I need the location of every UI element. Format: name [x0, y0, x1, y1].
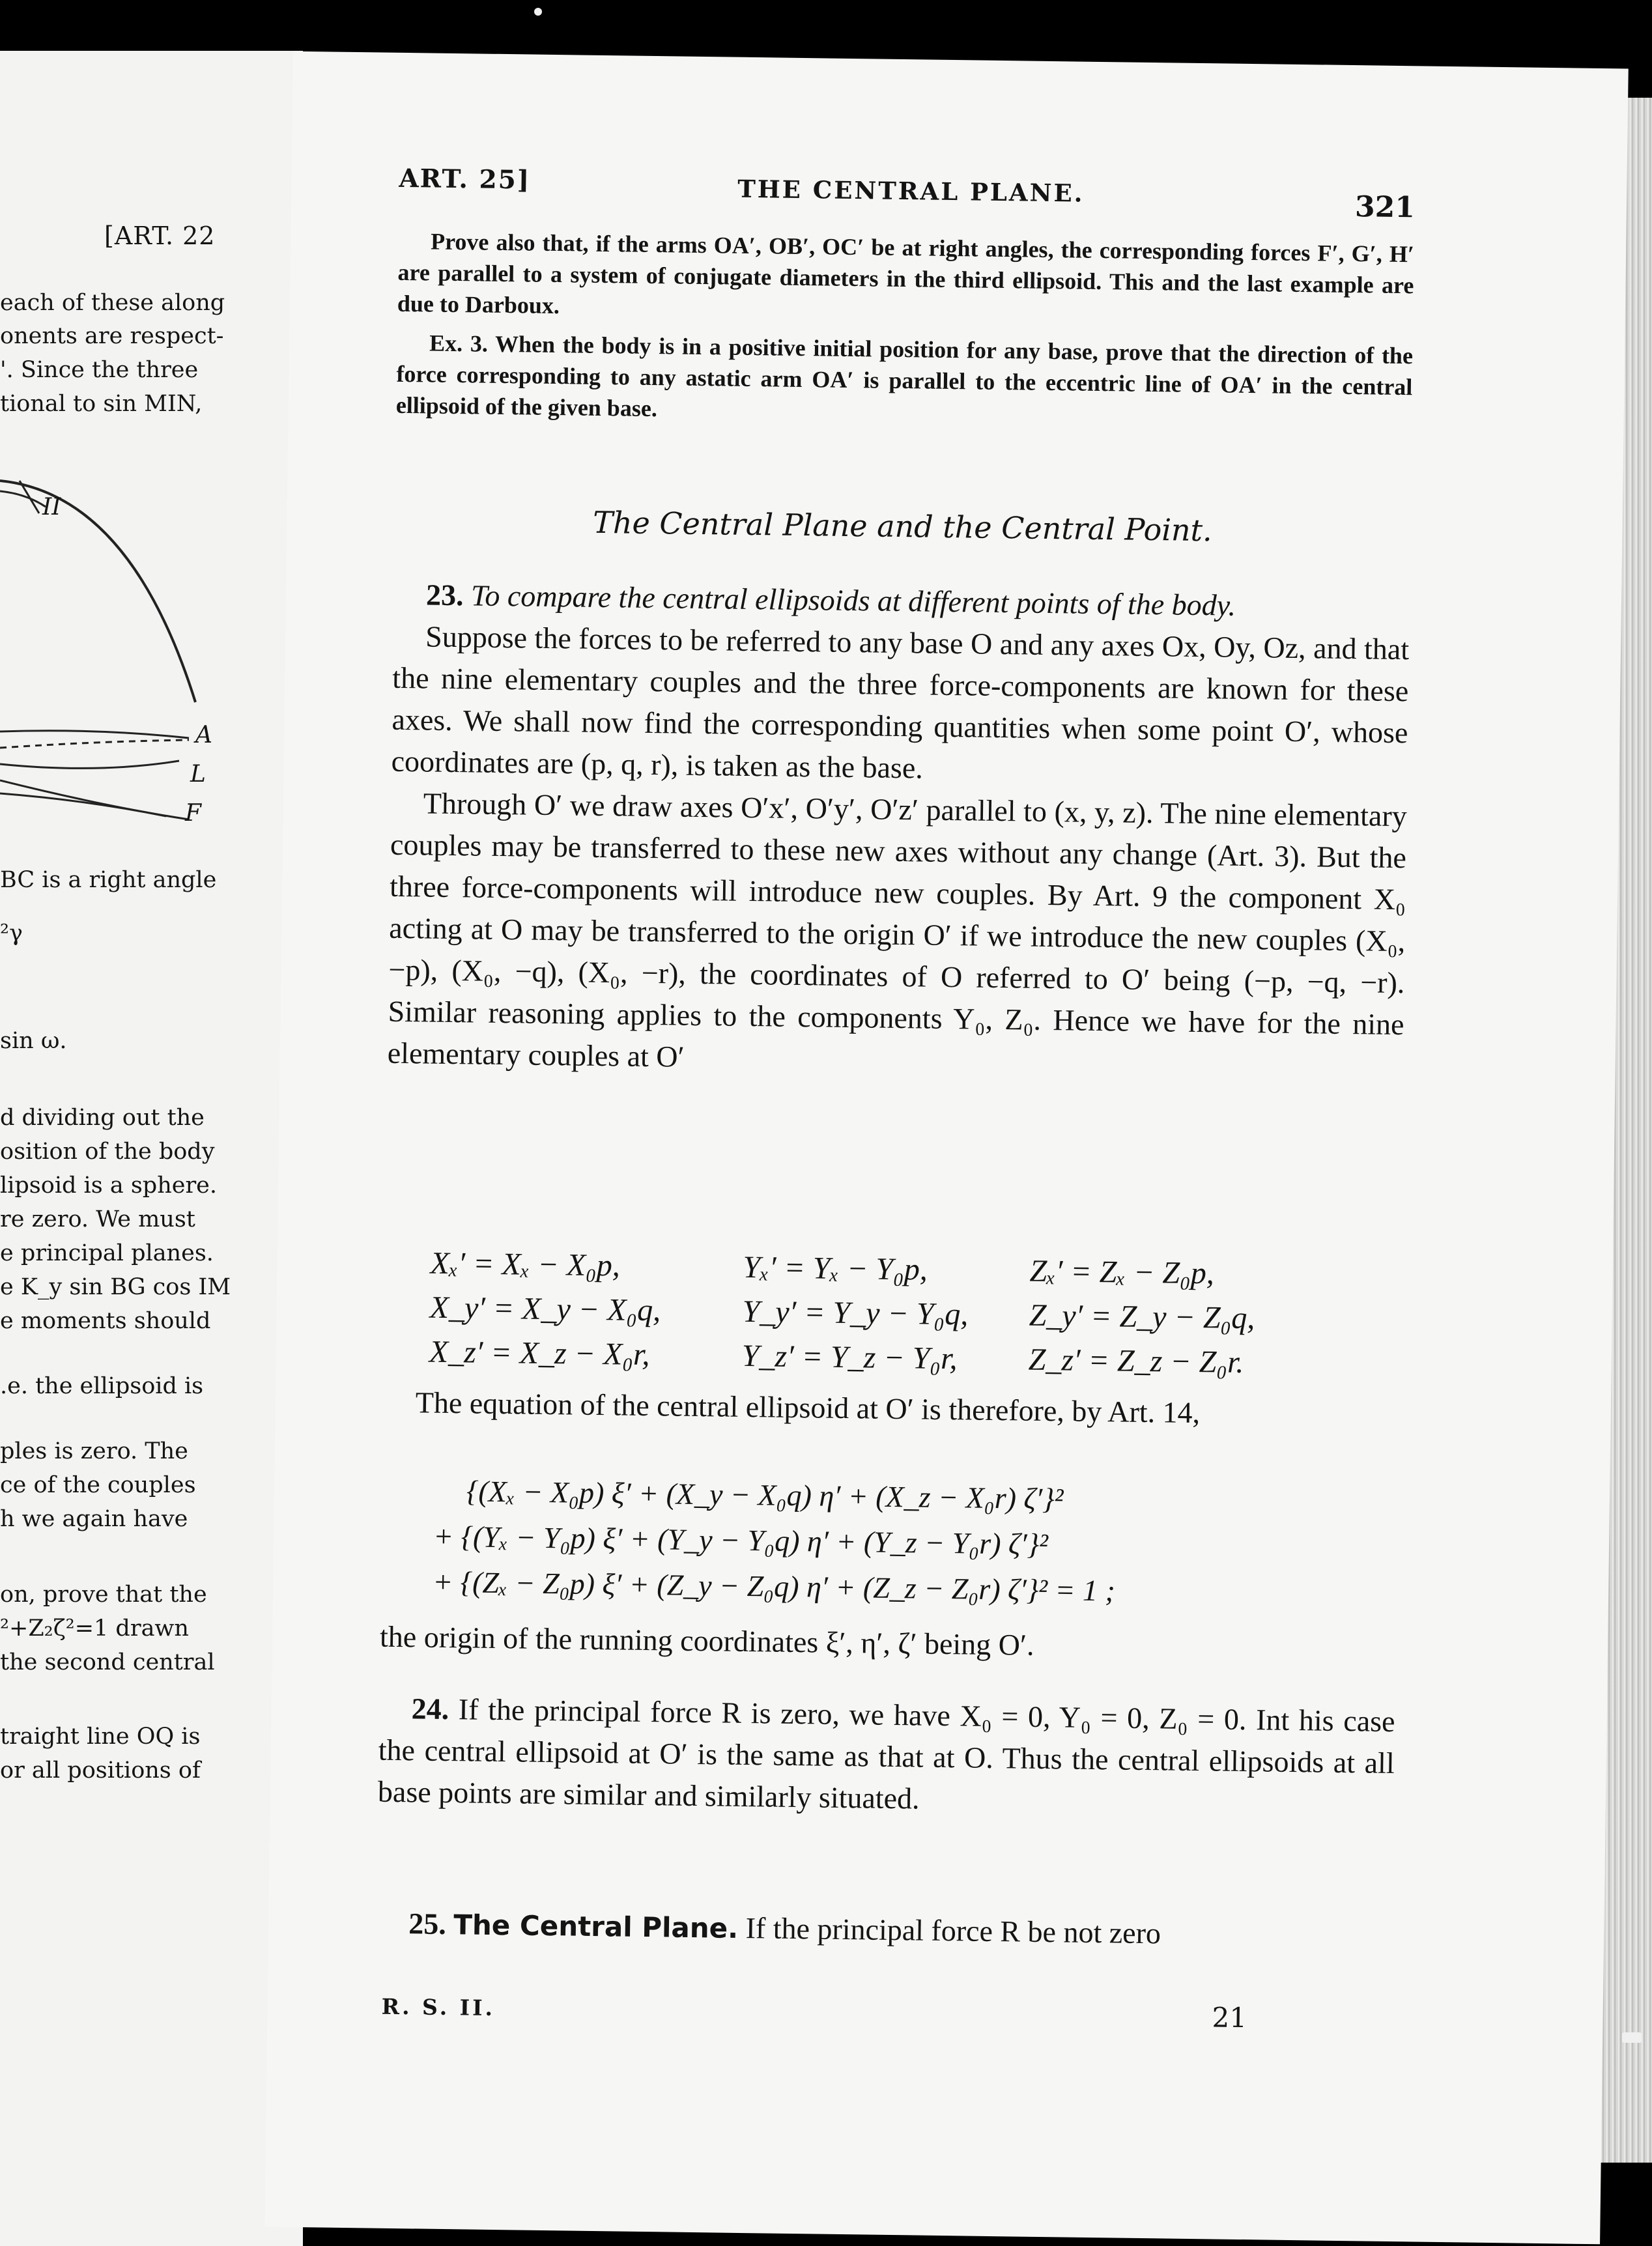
scan-speck: [534, 8, 542, 16]
left-text-line: e moments should: [0, 1308, 211, 1334]
left-text-line: ples is zero. The: [0, 1438, 188, 1464]
article-23-title: To compare the central ellipsoids at different points of the body.: [470, 578, 1236, 622]
signature-number: 21: [1212, 2001, 1247, 2034]
article-24-number: 24.: [411, 1692, 449, 1726]
left-text-line: ²+Z₂ζ²=1 drawn: [0, 1615, 189, 1642]
left-text-line: ce of the couples: [0, 1472, 196, 1498]
article-25-text: If the principal force R be not zero: [745, 1911, 1161, 1950]
left-text-line: .e. the ellipsoid is: [0, 1373, 204, 1399]
paragraph: the origin of the running coordinates ξ′, η′, ζ′ being O′.: [379, 1619, 1034, 1662]
scan-speck: [1622, 2032, 1642, 2043]
equation-line: + {(Yₓ − Y₀p) ξ′ + (Y_y − Y₀q) η′ + (Y_z − Y₀r) ζ′}²: [433, 1519, 1049, 1561]
equation: Yₓ′ = Yₓ − Y₀p,: [743, 1249, 928, 1287]
left-text-line: the second central: [0, 1649, 215, 1675]
equation: X_z′ = X_z − X₀r,: [429, 1334, 650, 1372]
figure-label-II: II: [42, 494, 61, 520]
equation: Zₓ′ = Zₓ − Z₀p,: [1029, 1253, 1215, 1291]
article-23-block: [387, 574, 1410, 1087]
figure-label-F: F: [185, 800, 201, 827]
article-24-paragraph: [378, 1688, 1395, 1826]
running-head-title: THE CENTRAL PLANE.: [737, 174, 1085, 208]
paragraph: Suppose the forces to be referred to any base O and any axes Ox, Oy, Oz, and that the nine elementary couples and the three force-components are known for these axes. We shall now find the corresponding quantities when some point O′, whose coordinates are (p, q, r), is taken as the base.: [391, 619, 1410, 785]
left-text-line: '. Since the three: [0, 357, 199, 383]
equation-line: {(Xₓ − X₀p) ξ′ + (X_y − X₀q) η′ + (X_z − X₀r) ζ′}²: [466, 1474, 1064, 1516]
running-head-article: ART. 25]: [399, 163, 531, 195]
left-text-line: e principal planes.: [0, 1240, 214, 1266]
left-facing-page: [0, 51, 303, 2246]
left-text-line: h we again have: [0, 1506, 188, 1532]
left-text-line: d dividing out the: [0, 1105, 205, 1131]
article-24-block: [378, 1688, 1395, 1826]
article-23-number: 23.: [425, 578, 464, 612]
right-page: [264, 51, 1629, 2245]
left-text-line: sin ω.: [0, 1028, 67, 1054]
equation: X_y′ = X_y − X₀q,: [429, 1290, 661, 1328]
running-coordinates-line: [380, 1616, 1397, 1671]
page-number: 321: [1354, 190, 1416, 225]
article-25-number: 25.: [408, 1907, 447, 1941]
elementary-couples-equations: [429, 1245, 1277, 1389]
left-text-line: osition of the body: [0, 1139, 215, 1165]
left-running-head: [ART. 22: [104, 221, 216, 250]
left-text-line: traight line OQ is: [0, 1724, 201, 1750]
exercise-paragraph: Prove also that, if the arms OA′, OB′, OC′ be at right angles, the corresponding forces F′, G′, H′ are parallel to a system of conjugate diameters in the third ellipsoid. This and the last example are due to Darboux.: [397, 228, 1415, 319]
left-text-line: on, prove that the: [0, 1582, 207, 1608]
left-text-line: lipsoid is a sphere.: [0, 1173, 218, 1199]
article-25-block: [376, 1903, 1393, 1958]
left-text-line: or all positions of: [0, 1757, 201, 1784]
left-text-line: ²γ: [0, 920, 23, 946]
article-14-reference: [382, 1382, 1399, 1436]
equation: Y_y′ = Y_y − Y₀q,: [742, 1294, 969, 1332]
example-3: Ex. 3. When the body is in a positive initial position for any base, prove that the direction of the force corresponding to any astatic arm OA′ is parallel to the eccentric line of OA′ in the central ellipsoid of the given base.: [395, 330, 1414, 422]
article-25-paragraph: [376, 1903, 1393, 1958]
article-25-title: The Central Plane.: [453, 1909, 739, 1944]
section-heading-block: [394, 502, 1411, 550]
left-text-line: e K_y sin BG cos IM: [0, 1274, 231, 1300]
spherical-figure-diagram: [0, 468, 303, 832]
equation-line: + {(Zₓ − Z₀p) ξ′ + (Z_y − Z₀q) η′ + (Z_z − Z₀r) ζ′}² = 1 ;: [432, 1565, 1116, 1608]
figure-label-L: L: [190, 761, 206, 788]
central-ellipsoid-equation: [433, 1473, 1346, 1622]
paragraph: The equation of the central ellipsoid at O′ is therefore, by Art. 14,: [415, 1386, 1201, 1430]
paragraph: Through O′ we draw axes O′x′, O′y′, O′z′ parallel to (x, y, z). The nine elementary couples may be transferred to these new axes without any change (Art. 3). But the three force-components will introduce new couples. By Art. 9 the component X₀ acting at O may be transferred to the origin O′ if we introduce the new couples (X₀, −p), (X₀, −q), (X₀, −r), the coordinates of O referred to O′ being (−p, −q, −r). Similar reasoning applies to the components Y₀, Z₀. Hence we have for the nine elementary couples at O′: [387, 786, 1408, 1073]
exercise-block: [395, 225, 1414, 442]
article-24-text: If the principal force R is zero, we have X₀ = 0, Y₀ = 0, Z₀ = 0. Int his case the central ellipsoid at O′ is the same as that at O. Thus the central ellipsoids at all base points are similar and similarly situated.: [377, 1692, 1395, 1815]
equation: Xₓ′ = Xₓ − X₀p,: [430, 1245, 621, 1283]
equation: Z_y′ = Z_y − Z₀q,: [1029, 1298, 1255, 1336]
running-head: [399, 163, 1416, 225]
left-text-line: each of these along: [0, 290, 225, 316]
signature-mark: R. S. II.: [381, 1993, 496, 2021]
section-title: The Central Plane and the Central Point.: [592, 504, 1213, 548]
equation: Y_z′ = Y_z − Y₀r,: [741, 1338, 958, 1376]
equation: Z_z′ = Z_z − Z₀r.: [1028, 1342, 1244, 1380]
left-text-line: tional to sin MIN,: [0, 391, 203, 417]
left-text-line: BC is a right angle: [0, 867, 217, 893]
left-text-line: onents are respect-: [0, 323, 224, 349]
left-text-line: re zero. We must: [0, 1206, 195, 1232]
figure-label-A: A: [195, 722, 212, 748]
